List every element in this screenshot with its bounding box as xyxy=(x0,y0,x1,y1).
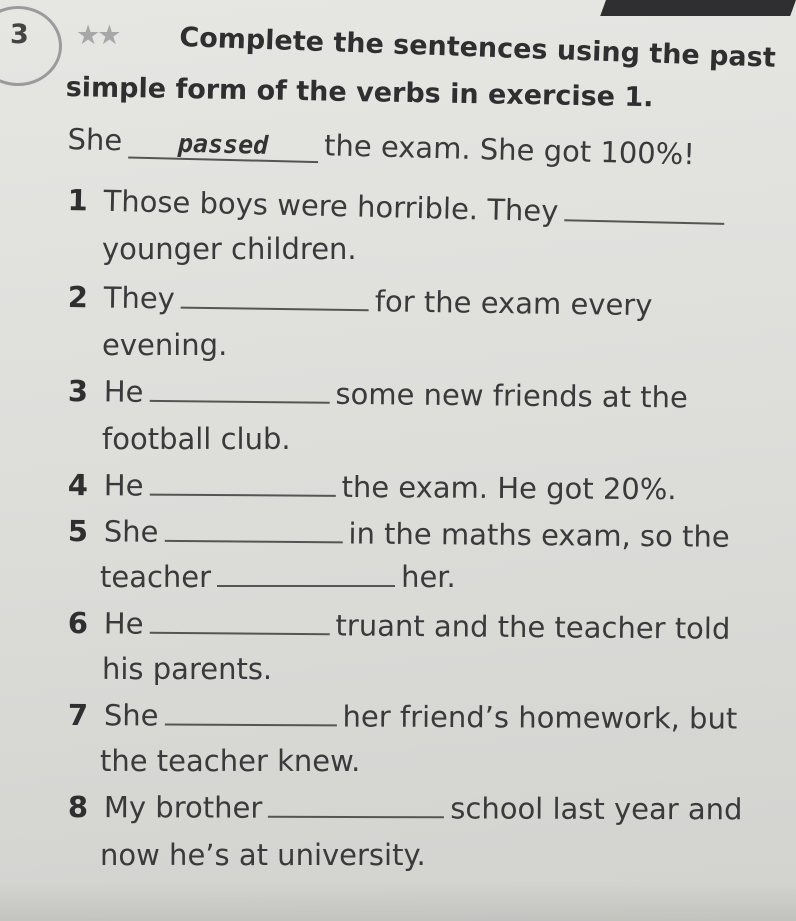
sentence-number: 7 xyxy=(67,698,89,733)
sentence-text: some new friends at the xyxy=(335,376,689,415)
sentence-text: her friend’s homework, but xyxy=(342,699,738,736)
answer-blank-7[interactable] xyxy=(164,700,336,727)
page-bottom-shadow xyxy=(0,881,796,921)
sentence-text: school last year and xyxy=(450,791,743,827)
answer-blank-5b[interactable] xyxy=(217,561,395,587)
answer-blank-6[interactable] xyxy=(149,608,329,636)
sentence-6 xyxy=(68,606,731,646)
sentence-text: Those boys were horrible. They xyxy=(103,183,559,229)
answer-blank-2[interactable] xyxy=(181,283,369,312)
sentence-6-continuation: his parents. xyxy=(102,652,273,686)
sentence-1-continuation: younger children. xyxy=(102,232,357,266)
sentence-text: the exam. He got 20%. xyxy=(341,469,677,507)
sentence-number: 2 xyxy=(67,280,89,315)
answer-blank-3[interactable] xyxy=(149,376,329,404)
sentence-text: They xyxy=(103,280,176,316)
difficulty-stars-icon: ★★ xyxy=(76,20,119,51)
sentence-text: She xyxy=(103,698,159,733)
sentence-text: for the exam every xyxy=(374,284,653,323)
sentence-8 xyxy=(68,790,743,826)
sentence-text: in the maths exam, so the xyxy=(348,516,730,554)
sentence-text: He xyxy=(103,374,144,409)
sentence-4 xyxy=(68,468,677,506)
sentence-text: My brother xyxy=(103,790,263,825)
sentence-text: He xyxy=(103,606,144,641)
example-after: the exam. She got 100%! xyxy=(323,128,696,172)
example-sentence xyxy=(67,122,695,172)
sentence-3-continuation: football club. xyxy=(102,422,291,456)
instruction-line-1: Complete the sentences using the past xyxy=(178,22,777,74)
exercise-number: 3 xyxy=(10,19,29,50)
answer-blank-1[interactable] xyxy=(564,195,725,225)
sentence-number: 3 xyxy=(67,374,89,409)
sentence-2 xyxy=(68,280,653,322)
sentence-5 xyxy=(68,514,730,554)
instruction-line-2: simple form of the verbs in exercise 1. xyxy=(65,72,654,114)
example-before: She xyxy=(67,122,123,158)
sentence-text: teacher xyxy=(100,560,212,594)
sentence-text: She xyxy=(103,514,159,549)
answer-blank-8[interactable] xyxy=(268,792,444,819)
answer-blank-4[interactable] xyxy=(149,470,335,497)
sentence-7-continuation: the teacher knew. xyxy=(100,744,361,778)
sentence-5-continuation xyxy=(100,560,456,594)
sentence-text: truant and the teacher told xyxy=(335,608,731,646)
sentence-number: 4 xyxy=(67,468,89,503)
example-answer: passed xyxy=(128,127,319,163)
sentence-2-continuation: evening. xyxy=(102,328,228,362)
sentence-8-continuation: now he’s at university. xyxy=(100,838,426,872)
sentence-3 xyxy=(68,374,688,414)
sentence-text: her. xyxy=(401,560,456,594)
sentence-number: 8 xyxy=(67,790,89,825)
sentence-number: 6 xyxy=(67,606,89,641)
sentence-text: He xyxy=(103,468,144,503)
sentence-1 xyxy=(67,183,731,232)
answer-blank-5a[interactable] xyxy=(164,516,342,544)
sentence-number: 1 xyxy=(67,183,89,218)
page-corner-decoration xyxy=(600,0,796,16)
sentence-7 xyxy=(68,698,738,736)
sentence-number: 5 xyxy=(67,514,89,549)
